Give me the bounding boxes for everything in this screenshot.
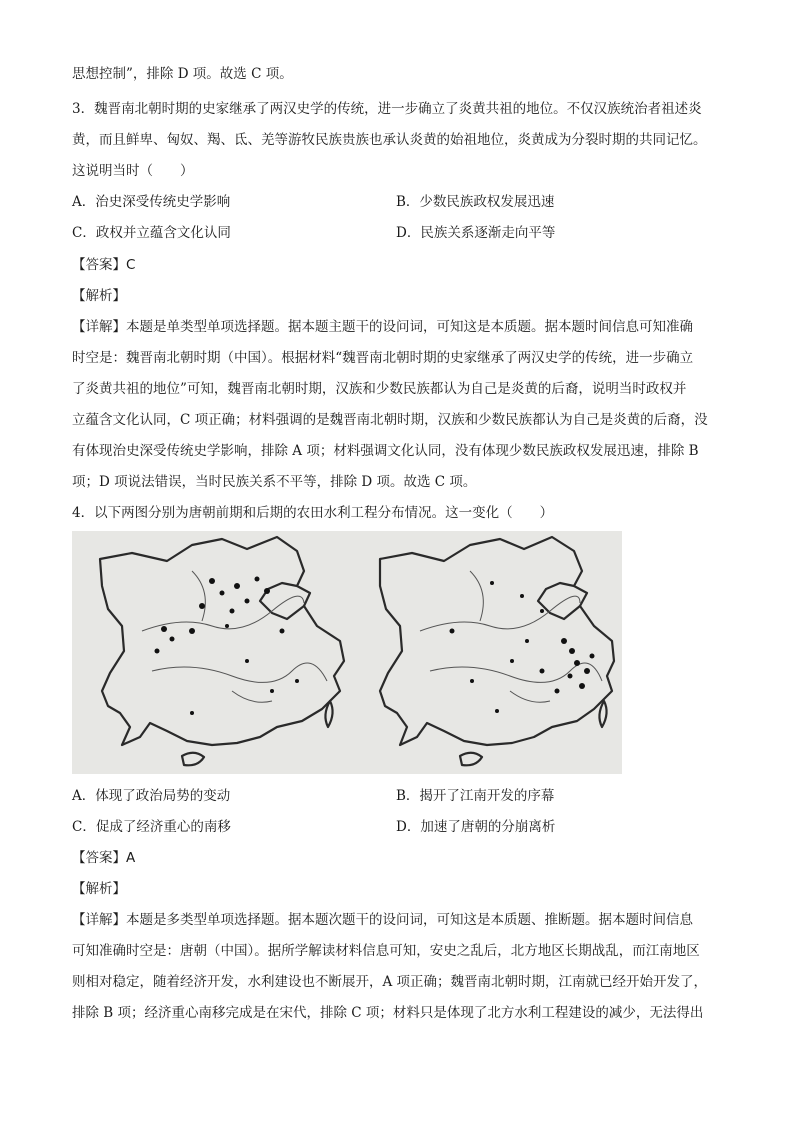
analysis-label: 【解析】 bbox=[72, 881, 126, 897]
maps-svg bbox=[72, 531, 622, 774]
question-4-option-d: D．加速了唐朝的分崩离析 bbox=[396, 819, 556, 835]
question-3-stem: 3．魏晋南北朝时期的史家继承了两汉史学的传统，进一步确立了炎黄共祖的地位。不仅汉族统治者祖述炎 bbox=[72, 101, 702, 117]
question-3-option-d: D．民族关系逐渐走向平等 bbox=[396, 225, 556, 241]
question-3-option-b: B．少数民族政权发展迅速 bbox=[396, 194, 555, 210]
analysis-text: 则相对稳定，随着经济开发，水利建设也不断展开，A 项正确；魏晋南北朝时期，江南就已经开始开发了， bbox=[72, 974, 708, 990]
rivers bbox=[142, 571, 602, 702]
answer-label: 【答案】C bbox=[72, 257, 136, 273]
question-4-option-b: B．揭开了江南开发的序幕 bbox=[396, 788, 555, 804]
question-4-stem: 4．以下两图分别为唐朝前期和后期的农田水利工程分布情况。这一变化（ ） bbox=[72, 505, 554, 521]
map-left-outline bbox=[100, 537, 344, 745]
analysis-text: 了炎黄共祖的地位”可知，魏晋南北朝时期，汉族和少数民族都认为自己是炎黄的后裔，说明当时政权并 bbox=[72, 381, 687, 397]
analysis-text: 可知准确时空是：唐朝（中国）。据所学解读材料信息可知，安史之乱后，北方地区长期战乱，而江南地区 bbox=[72, 943, 700, 959]
map-right-coast bbox=[538, 583, 580, 619]
analysis-text: 排除 B 项；经济重心南移完成是在宋代，排除 C 项；材料只是体现了北方水利工程建设的减少，无法得出 bbox=[72, 1005, 704, 1021]
analysis-text: 项；D 项说法错误，当时民族关系不平等，排除 D 项。故选 C 项。 bbox=[72, 474, 477, 490]
analysis-text: 时空是：魏晋南北朝时期（中国）。根据材料“魏晋南北朝时期的史家继承了两汉史学的传统，进一步确立 bbox=[72, 350, 694, 366]
answer-label: 【答案】A bbox=[72, 850, 136, 866]
irrigation-marks-left bbox=[155, 577, 300, 716]
question-4-option-a: A．体现了政治局势的变动 bbox=[72, 788, 231, 804]
question-3-option-c: C．政权并立蕴含文化认同 bbox=[72, 225, 231, 241]
question-4-option-c: C．促成了经济重心的南移 bbox=[72, 819, 231, 835]
analysis-text: 立蕴含文化认同，C 项正确；材料强调的是魏晋南北朝时期，汉族和少数民族都认为自己是炎黄的后裔，没 bbox=[72, 412, 708, 428]
question-3-stem: 黄，而且鲜卑、匈奴、羯、氐、羌等游牧民族贵族也承认炎黄的始祖地位，炎黄成为分裂时期的共同记忆。 bbox=[72, 132, 707, 148]
analysis-text: 【详解】本题是单类型单项选择题。据本题主题干的设问词，可知这是本质题。据本题时间信息可知准确 bbox=[72, 319, 693, 335]
analysis-text: 有体现治史深受传统史学影响，排除 A 项；材料强调文化认同，没有体现少数民族政权发展迅速，排除 B bbox=[72, 443, 699, 459]
tang-irrigation-maps-figure bbox=[72, 531, 622, 774]
analysis-label: 【解析】 bbox=[72, 288, 126, 304]
irrigation-marks-right bbox=[450, 581, 595, 713]
map-right-taiwan bbox=[599, 701, 606, 727]
map-right-outline bbox=[380, 537, 614, 745]
question-3-stem: 这说明当时（ ） bbox=[72, 163, 194, 179]
question-3-option-a: A．治史深受传统史学影响 bbox=[72, 194, 231, 210]
map-right-island bbox=[460, 753, 482, 766]
map-left-island bbox=[182, 753, 204, 766]
analysis-text: 【详解】本题是多类型单项选择题。据本题次题干的设问词，可知这是本质题、推断题。据本题时间信息 bbox=[72, 912, 693, 928]
text-line: 思想控制”，排除 D 项。故选 C 项。 bbox=[72, 66, 293, 82]
